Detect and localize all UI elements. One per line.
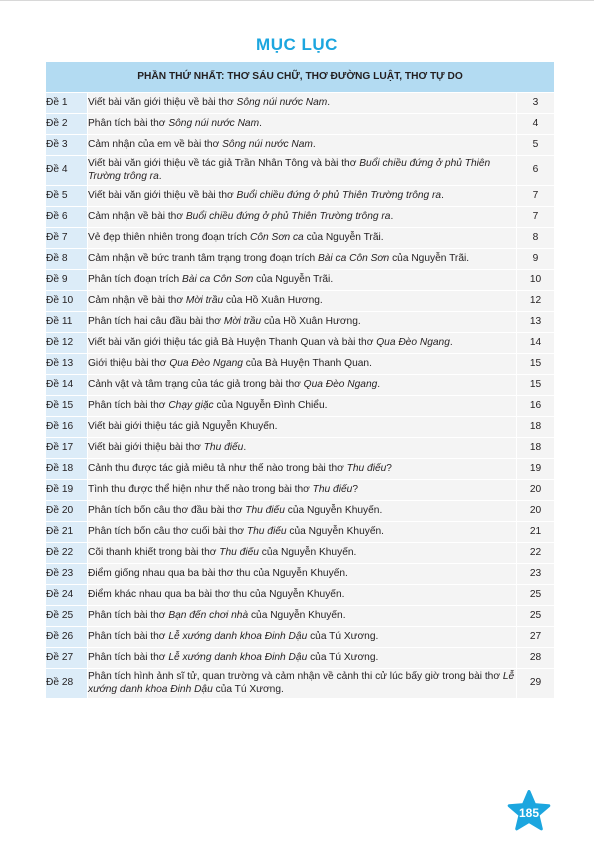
work-title: Lễ xướng danh khoa Đinh Dậu <box>168 651 308 663</box>
toc-row <box>46 459 555 480</box>
toc-row <box>46 543 555 564</box>
toc-row-number: Đề 12 <box>46 333 88 354</box>
toc-row-number: Đề 16 <box>46 417 88 438</box>
work-title: Thu điếu <box>312 483 353 495</box>
toc-row-number: Đề 27 <box>46 648 88 669</box>
title-text: . <box>243 441 247 453</box>
page-number: 185 <box>518 806 540 820</box>
toc-row <box>46 270 555 291</box>
toc-row-title <box>88 270 517 291</box>
toc-row <box>46 480 555 501</box>
title-text: của Nguyễn Khuyến. <box>284 504 383 516</box>
toc-row-page: 28 <box>516 648 554 669</box>
toc-row-title <box>88 648 517 669</box>
title-text: Cảm nhận về bài thơ <box>88 210 186 222</box>
work-title: Mời trầu <box>185 294 224 306</box>
toc-row-page: 20 <box>516 501 554 522</box>
title-text: Phân tích hai câu đầu bài thơ <box>88 315 224 327</box>
title-text: Viết bài văn giới thiệu về bài thơ <box>88 189 237 201</box>
toc-row-title <box>88 585 517 606</box>
work-title: Chạy giặc <box>168 399 214 411</box>
toc-row-title <box>88 186 517 207</box>
toc-body <box>46 93 555 699</box>
toc-row-number: Đề 6 <box>46 207 88 228</box>
title-text: ? <box>386 462 392 474</box>
toc-row-title <box>88 135 517 156</box>
title-text: Phân tích bài thơ <box>88 117 169 129</box>
work-title: Bài ca Côn Sơn <box>317 252 390 264</box>
toc-row-page: 23 <box>516 564 554 585</box>
title-text: ? <box>352 483 358 495</box>
toc-row-page: 15 <box>516 375 554 396</box>
toc-row <box>46 669 555 699</box>
title-text: Viết bài văn giới thiệu tác giả Bà Huyện Thanh Quan và bài thơ <box>88 336 377 348</box>
toc-row-number: Đề 23 <box>46 564 88 585</box>
toc-row-number: Đề 25 <box>46 606 88 627</box>
title-text: của Nguyễn Trãi. <box>389 252 470 264</box>
title-text: của Tú Xương. <box>212 683 284 695</box>
title-text: Cõi thanh khiết trong bài thơ <box>88 546 220 558</box>
title-text: Điểm khác nhau qua ba bài thơ thu của Nguyễn Khuyến. <box>88 588 345 600</box>
work-title: Mời trầu <box>223 315 262 327</box>
toc-row-number: Đề 8 <box>46 249 88 270</box>
toc-row-title <box>88 480 517 501</box>
title-text: Phân tích bài thơ <box>88 609 169 621</box>
toc-row-page: 25 <box>516 606 554 627</box>
title-text: . <box>441 189 444 201</box>
title-text: của Tú Xương. <box>307 651 379 663</box>
toc-row-title <box>88 354 517 375</box>
toc-row-number: Đề 26 <box>46 627 88 648</box>
title-text: của Nguyễn Đình Chiểu. <box>213 399 328 411</box>
title-text: của Nguyễn Khuyến. <box>286 525 384 537</box>
toc-row-page: 19 <box>516 459 554 480</box>
toc-row-number: Đề 14 <box>46 375 88 396</box>
toc-row-title <box>88 249 517 270</box>
work-title: Buổi chiều đứng ở phủ Thiên Trường trông ra <box>88 158 491 182</box>
title-text: của Nguyễn Khuyến. <box>258 546 357 558</box>
work-title: Sông núi nước Nam <box>236 96 328 108</box>
work-title: Côn Sơn ca <box>250 231 304 243</box>
toc-row-title <box>88 501 517 522</box>
toc-row-title <box>88 375 517 396</box>
toc-row-title <box>88 291 517 312</box>
toc-row-title <box>88 417 517 438</box>
toc-row-title <box>88 438 517 459</box>
toc-row-page: 3 <box>516 93 554 114</box>
page-number-star <box>507 790 551 834</box>
toc-row-page: 9 <box>516 249 554 270</box>
toc-row-title <box>88 522 517 543</box>
toc-row <box>46 648 555 669</box>
toc-row <box>46 207 555 228</box>
toc-row-title <box>88 396 517 417</box>
title-text: Phân tích bài thơ <box>88 651 169 663</box>
toc-row-page: 18 <box>516 417 554 438</box>
toc-row <box>46 396 555 417</box>
toc-row-title <box>88 207 517 228</box>
toc-row-number: Đề 13 <box>46 354 88 375</box>
toc-row-page: 22 <box>516 543 554 564</box>
toc-row-number: Đề 2 <box>46 114 88 135</box>
toc-row <box>46 93 555 114</box>
toc-row <box>46 156 555 186</box>
toc-row-page: 15 <box>516 354 554 375</box>
work-title: Buổi chiều đứng ở phủ Thiên Trường trông ra <box>236 189 442 201</box>
toc-row-number: Đề 9 <box>46 270 88 291</box>
toc-row <box>46 186 555 207</box>
title-text: Vẻ đẹp thiên nhiên trong đoạn trích <box>88 231 250 243</box>
work-title: Bạn đến chơi nhà <box>168 609 249 621</box>
toc-row-number: Đề 3 <box>46 135 88 156</box>
toc-row-page: 27 <box>516 627 554 648</box>
toc-row-page: 5 <box>516 135 554 156</box>
title-text: Cảm nhận về bức tranh tâm trạng trong đoạn trích <box>88 252 318 264</box>
toc-row-number: Đề 1 <box>46 93 88 114</box>
title-text: Phân tích bốn câu thơ đầu bài thơ <box>88 504 246 516</box>
title-text: Cảnh vật và tâm trạng của tác giả trong bài thơ <box>88 378 304 390</box>
toc-row-number: Đề 10 <box>46 291 88 312</box>
toc-row <box>46 114 555 135</box>
toc-row-page: 10 <box>516 270 554 291</box>
toc-row-title <box>88 627 517 648</box>
toc-row-page: 18 <box>516 438 554 459</box>
title-text: Phân tích bài thơ <box>88 399 169 411</box>
toc-row-number: Đề 7 <box>46 228 88 249</box>
title-text: của Hồ Xuân Hương. <box>261 315 361 327</box>
toc-row-title <box>88 459 517 480</box>
toc-row-number: Đề 11 <box>46 312 88 333</box>
toc-table <box>45 61 555 699</box>
work-title: Qua Đèo Ngang <box>303 378 378 390</box>
toc-row-page: 7 <box>516 186 554 207</box>
toc-row-page: 29 <box>516 669 554 699</box>
title-text: . <box>327 96 331 108</box>
toc-row <box>46 354 555 375</box>
toc-row-title <box>88 228 517 249</box>
toc-row-number: Đề 28 <box>46 669 88 699</box>
work-title: Qua Đèo Ngang <box>376 336 450 348</box>
title-text: Tình thu được thể hiện như thế nào trong bài thơ <box>88 483 313 495</box>
toc-row-page: 6 <box>516 156 554 186</box>
toc-row <box>46 606 555 627</box>
toc-row-page: 8 <box>516 228 554 249</box>
toc-row-title <box>88 93 517 114</box>
title-text: của Hồ Xuân Hương. <box>223 294 323 306</box>
toc-row-page: 16 <box>516 396 554 417</box>
title-text: của Bà Huyện Thanh Quan. <box>242 357 372 369</box>
work-title: Thu điếu <box>219 546 259 558</box>
toc-row <box>46 333 555 354</box>
toc-row <box>46 228 555 249</box>
title-text: Phân tích hình ảnh sĩ tử, quan trường và cảm nhận về cảnh thi cử lúc bấy giờ trong bài thơ <box>88 671 503 682</box>
toc-row <box>46 585 555 606</box>
toc-row-title <box>88 543 517 564</box>
title-text: . <box>449 336 453 348</box>
title-text: Điểm giống nhau qua ba bài thơ thu của Nguyễn Khuyến. <box>88 567 348 579</box>
toc-row-page: 20 <box>516 480 554 501</box>
title-text: Phân tích bài thơ <box>88 630 169 642</box>
toc-row <box>46 501 555 522</box>
toc-row <box>46 375 555 396</box>
title-text: Phân tích bốn câu thơ cuối bài thơ <box>88 525 247 537</box>
section-heading: PHẦN THỨ NHẤT: THƠ SÁU CHỮ, THƠ ĐƯỜNG LUẬT, THƠ TỰ DO <box>46 62 555 93</box>
title-text: của Tú Xương. <box>307 630 379 642</box>
toc-row-number: Đề 24 <box>46 585 88 606</box>
title-text: của Nguyễn Khuyến. <box>248 609 346 621</box>
title-text: Viết bài văn giới thiệu về tác giả Trần Nhân Tông và bài thơ <box>88 158 360 169</box>
work-title: Sông núi nước Nam <box>222 138 313 150</box>
toc-row <box>46 417 555 438</box>
toc-row-page: 4 <box>516 114 554 135</box>
title-text: Phân tích đoạn trích <box>88 273 183 285</box>
toc-row-number: Đề 22 <box>46 543 88 564</box>
toc-row-page: 25 <box>516 585 554 606</box>
toc-row <box>46 249 555 270</box>
top-rule <box>0 0 594 1</box>
toc-row-number: Đề 15 <box>46 396 88 417</box>
work-title: Bài ca Côn Sơn <box>182 273 254 285</box>
title-text: . <box>259 117 262 129</box>
work-title: Thu điếu <box>203 441 244 453</box>
work-title: Thu điếu <box>346 462 387 474</box>
title-text: . <box>312 138 316 150</box>
toc-row-title <box>88 669 517 699</box>
toc-row <box>46 438 555 459</box>
toc-row <box>46 627 555 648</box>
title-text: Cảm nhận của em về bài thơ <box>88 138 223 150</box>
title-text: của Nguyễn Trãi. <box>303 231 384 243</box>
work-title: Buổi chiều đứng ở phủ Thiên Trường trông ra <box>185 210 391 222</box>
toc-row-number: Đề 21 <box>46 522 88 543</box>
title-text: Viết bài văn giới thiệu về bài thơ <box>88 96 237 108</box>
title-text: Giới thiệu bài thơ <box>88 357 170 369</box>
title-text: . <box>377 378 381 390</box>
work-title: Qua Đèo Ngang <box>169 357 243 369</box>
toc-row-title <box>88 564 517 585</box>
title-text: . <box>390 210 394 222</box>
toc-row-number: Đề 19 <box>46 480 88 501</box>
toc-row-number: Đề 5 <box>46 186 88 207</box>
work-title: Lễ xướng danh khoa Đinh Dậu <box>88 671 515 695</box>
toc-row-page: 14 <box>516 333 554 354</box>
title-text: . <box>158 170 162 182</box>
toc-row-page: 12 <box>516 291 554 312</box>
toc-row-number: Đề 18 <box>46 459 88 480</box>
toc-row <box>46 312 555 333</box>
work-title: Lễ xướng danh khoa Đinh Dậu <box>168 630 308 642</box>
toc-row-title <box>88 312 517 333</box>
toc-row <box>46 564 555 585</box>
toc-row-number: Đề 20 <box>46 501 88 522</box>
page-title: MỤC LỤC <box>256 35 338 54</box>
toc-row-title <box>88 114 517 135</box>
toc-row-page: 13 <box>516 312 554 333</box>
title-text: Cảnh thu được tác giả miêu tả như thế nào trong bài thơ <box>88 462 347 474</box>
toc-row-page: 7 <box>516 207 554 228</box>
toc-row-number: Đề 17 <box>46 438 88 459</box>
work-title: Thu điếu <box>245 504 285 516</box>
toc-row-number: Đề 4 <box>46 156 88 186</box>
toc-row-page: 21 <box>516 522 554 543</box>
toc-row-title <box>88 156 517 186</box>
title-text: Viết bài giới thiệu tác giả Nguyễn Khuyến. <box>88 420 278 432</box>
toc-row-title <box>88 606 517 627</box>
toc-row <box>46 135 555 156</box>
title-text: của Nguyễn Trãi. <box>253 273 334 285</box>
work-title: Sông núi nước Nam <box>168 117 260 129</box>
title-text: Viết bài giới thiệu bài thơ <box>88 441 204 453</box>
work-title: Thu điếu <box>246 525 287 537</box>
toc-row <box>46 522 555 543</box>
toc-row <box>46 291 555 312</box>
toc-row-title <box>88 333 517 354</box>
title-text: Cảm nhận về bài thơ <box>88 294 186 306</box>
